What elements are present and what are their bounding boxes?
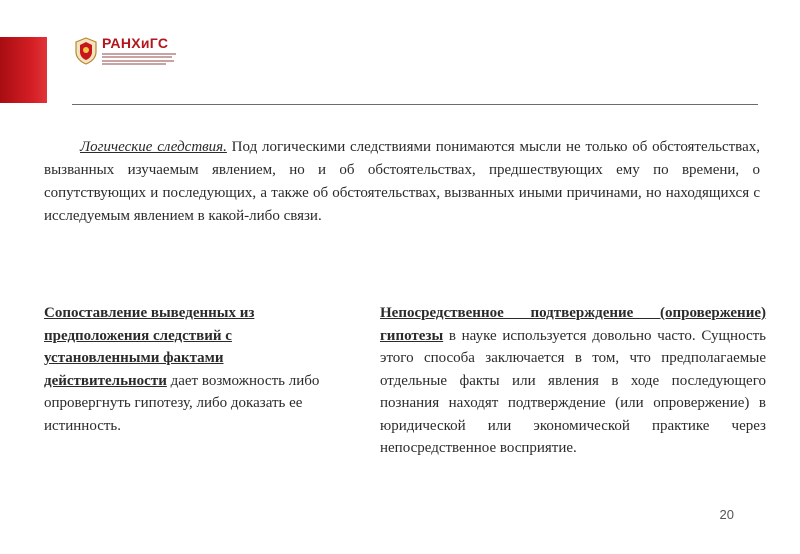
red-accent-bar	[0, 37, 47, 103]
header-divider	[72, 104, 758, 105]
left-column-emphasis: Сопоставление выведенных из предположения следствий с установленными фактами действительности	[44, 305, 255, 389]
ranepa-logo	[74, 36, 176, 66]
left-column-text: дает возможность либо опровергнуть гипотезу, либо доказать ее истинность.	[44, 372, 320, 434]
logo-name: РАНХиГС	[102, 34, 169, 51]
right-column-text: в науке используется довольно часто. Сущность этого способа заключается в том, что предполагаемые отдельные факты или явления в ходе последующего познания находят подтверждение (или опровержение) в юридической или экономической практике через непосредственное восприятие.	[380, 327, 766, 456]
right-column-emphasis: Непосредственное подтверждение (опровержение) гипотезы	[380, 305, 766, 344]
page-number: 20	[719, 507, 734, 522]
intro-paragraph	[44, 136, 760, 228]
emblem-icon	[74, 37, 98, 65]
intro-text: Под логическими следствиями понимаются мысли не только об обстоятельствах, вызванных изучаемым явлением, но и об обстоятельствах, предшествующих ему по времени, о сопутствующих и последующих, а также об обстоятельствах, вызванных иными причинами, но находящихся с исследуемым явлением в какой-либо связи.	[44, 139, 760, 224]
right-column-paragraph	[380, 302, 766, 460]
intro-term: Логические следствия.	[80, 139, 227, 155]
left-column-paragraph	[44, 302, 344, 437]
logo-subtitle-lines	[102, 53, 176, 67]
